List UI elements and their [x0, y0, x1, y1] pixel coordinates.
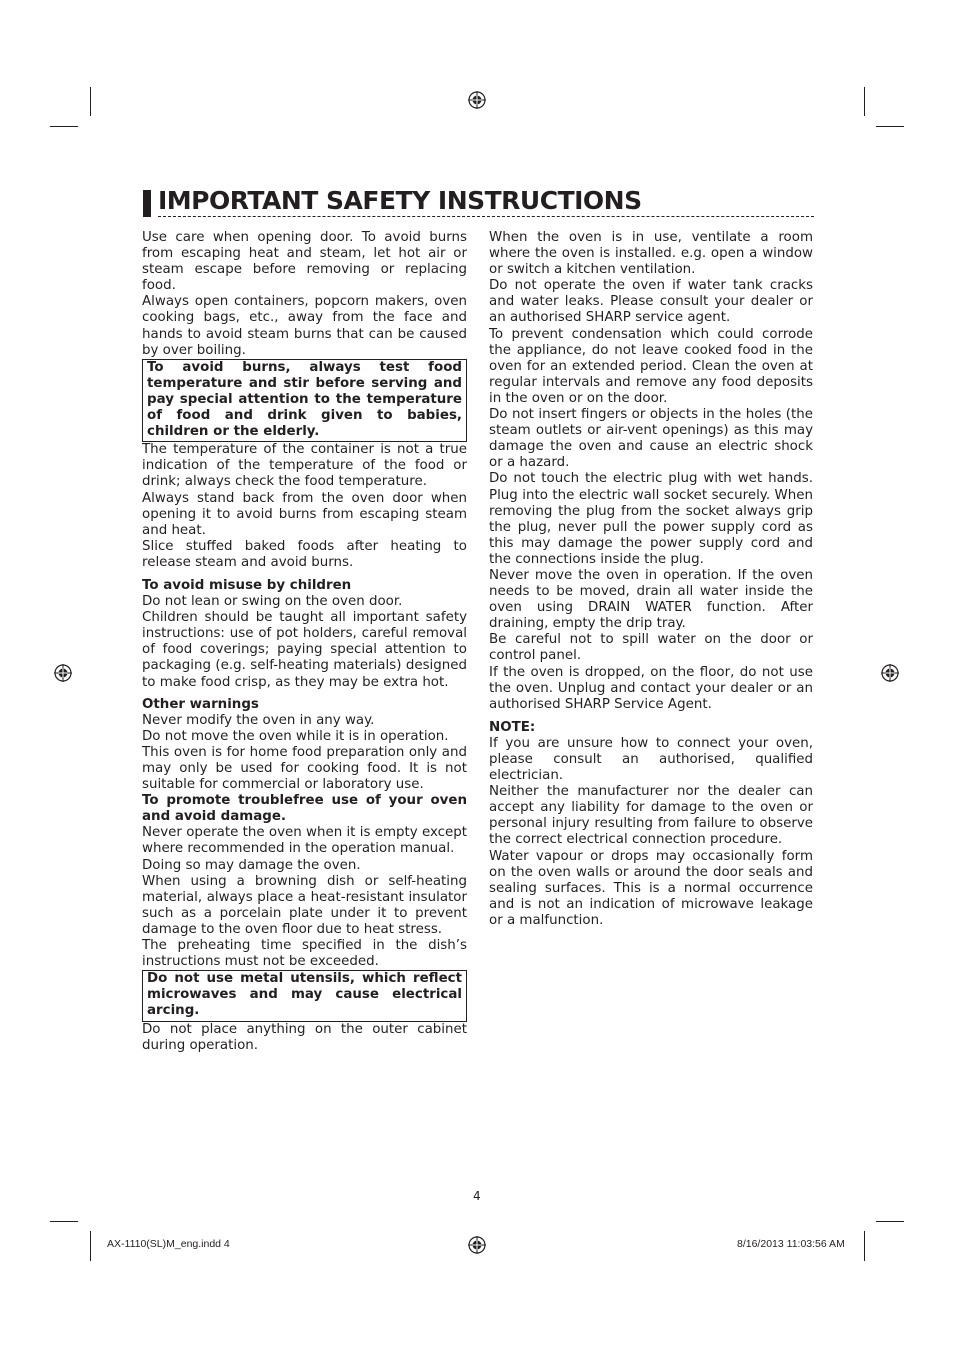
- paragraph: Neither the manufacturer nor the dealer can accept any liability for damage to the oven or personal injury resulting from failure to observe the correct electrical connection procedure.: [489, 784, 813, 848]
- paragraph: If the oven is dropped, on the floor, do not use the oven. Unplug and contact your dealer or an authorised SHARP Service Agent.: [489, 664, 813, 712]
- footer-filename: AX-1110(SL)M_eng.indd 4: [107, 1238, 230, 1250]
- crop-mark: [864, 1231, 865, 1261]
- page-number: 4: [473, 1189, 481, 1203]
- page-title: IMPORTANT SAFETY INSTRUCTIONS: [158, 186, 642, 215]
- paragraph: Never operate the oven when it is empty except where recommended in the operation manual.: [142, 825, 467, 857]
- right-column: [489, 230, 813, 929]
- paragraph: Always stand back from the oven door when opening it to avoid burns from escaping steam and heat.: [142, 490, 467, 538]
- paragraph: Do not move the oven while it is in operation.: [142, 728, 449, 744]
- paragraph: Water vapour or drops may occasionally form on the oven walls or around the door seals and sealing surfaces. This is a normal occurrence and is not an indication of microwave leakage or a malfunction.: [489, 848, 813, 928]
- paragraph: Do not operate the oven if water tank cracks and water leaks. Please consult your dealer or an authorised SHARP service agent.: [489, 278, 813, 326]
- crop-mark: [876, 1221, 904, 1222]
- section-heading: To promote troublefree use of your oven and avoid damage.: [142, 793, 467, 825]
- paragraph: Never move the oven in operation. If the oven needs to be moved, drain all water inside the oven using DRAIN WATER function. After draining, empty the drip tray.: [489, 567, 813, 632]
- paragraph: If you are unsure how to connect your oven, please consult an authorised, qualified electrician.: [489, 735, 813, 784]
- paragraph: Do not insert fingers or objects in the holes (the steam outlets or air-vent openings) as this may damage the oven and cause an electric shock or a hazard.: [489, 407, 813, 471]
- left-column: [142, 230, 467, 1054]
- section-heading: NOTE:: [489, 719, 536, 735]
- warning-box: Do not use metal utensils, which reflect microwaves and may cause electrical arcing.: [142, 970, 467, 1021]
- paragraph: Never modify the oven in any way.: [142, 712, 375, 728]
- section-heading: Other warnings: [142, 696, 259, 712]
- title-dashed-rule: [158, 216, 814, 217]
- paragraph: Doing so may damage the oven.: [142, 857, 361, 873]
- registration-mark-icon: [468, 1236, 486, 1254]
- crop-mark: [876, 126, 904, 127]
- crop-mark: [50, 1221, 78, 1222]
- crop-mark: [864, 87, 865, 116]
- paragraph: When the oven is in use, ventilate a room where the oven is installed. e.g. open a window or switch a kitchen ventilation.: [489, 230, 813, 278]
- section-heading: To avoid misuse by children: [142, 577, 352, 593]
- registration-mark-icon: [881, 664, 899, 682]
- crop-mark: [90, 87, 91, 116]
- paragraph: Be careful not to spill water on the door or control panel.: [489, 632, 813, 664]
- paragraph: Children should be taught all important safety instructions: use of pot holders, careful removal of food coverings; paying special attention to packaging (e.g. self-heating materials) designed to make food crisp, as they may be extra hot.: [142, 610, 467, 690]
- crop-mark: [90, 1231, 91, 1261]
- footer-timestamp: 8/16/2013 11:03:56 AM: [737, 1238, 845, 1250]
- crop-mark: [50, 126, 78, 127]
- registration-mark-icon: [468, 91, 486, 109]
- paragraph: Always open containers, popcorn makers, oven cooking bags, etc., away from the face and hands to avoid steam burns that can be caused by over boiling.: [142, 294, 467, 358]
- paragraph: Slice stuffed baked foods after heating to release steam and avoid burns.: [142, 538, 467, 570]
- registration-mark-icon: [54, 664, 72, 682]
- paragraph: This oven is for home food preparation only and may only be used for cooking food. It is not suitable for commercial or laboratory use.: [142, 744, 467, 793]
- paragraph: Do not touch the electric plug with wet hands. Plug into the electric wall socket securely. When removing the plug from the socket always grip the plug, never pull the power supply cord as this may damage the power supply cord and the connections inside the plug.: [489, 471, 813, 567]
- paragraph: When using a browning dish or self-heating material, always place a heat-resistant insulator such as a porcelain plate under it to prevent damage to the oven floor due to heat stress.: [142, 873, 467, 937]
- paragraph: The temperature of the container is not a true indication of the temperature of the food or drink; always check the food temperature.: [142, 442, 467, 490]
- title-bar-marker: [143, 190, 151, 217]
- warning-box: To avoid burns, always test food temperature and stir before serving and pay special attention to the temperature of food and drink given to babies, children or the elderly.: [142, 359, 467, 442]
- paragraph: The preheating time specified in the dish’s instructions must not be exceeded.: [142, 938, 467, 970]
- paragraph: Do not lean or swing on the oven door.: [142, 594, 403, 610]
- paragraph: To prevent condensation which could corrode the appliance, do not leave cooked food in the oven for an extended period. Clean the oven at regular intervals and remove any food deposits in the oven or on the door.: [489, 326, 813, 406]
- paragraph: Use care when opening door. To avoid burns from escaping heat and steam, let hot air or steam escape before removing or replacing food.: [142, 230, 467, 294]
- paragraph: Do not place anything on the outer cabinet during operation.: [142, 1021, 467, 1053]
